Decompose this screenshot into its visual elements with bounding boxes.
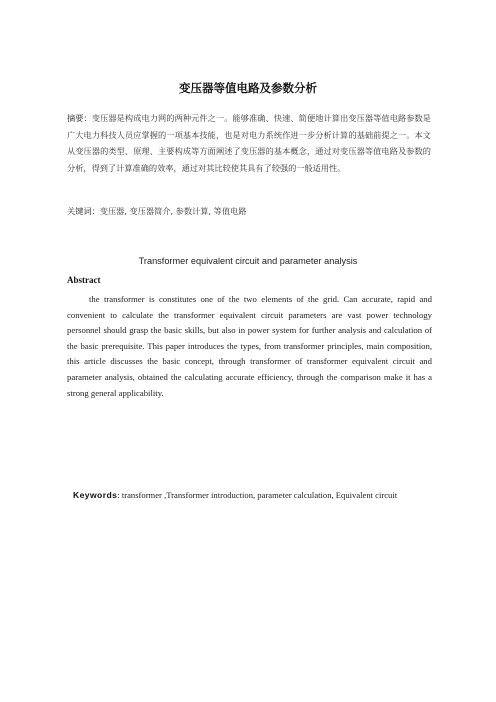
chinese-abstract (67, 110, 431, 176)
english-title: Transformer equivalent circuit and parameter analysis (138, 256, 358, 266)
english-abstract-heading: Abstract (67, 275, 101, 285)
chinese-keywords (67, 205, 431, 217)
english-keywords-text: transformer ,Transformer introduction, parameter calculation, Equivalent circuit (121, 490, 398, 500)
english-keywords-separator: : (117, 490, 120, 500)
chinese-keywords-label: 关键词： (67, 206, 100, 216)
chinese-abstract-text: 变压器是构成电力网的两种元件之一。能够准确、快速、简便地计算出变压器等值电路参数是广大电力科技人员应掌握的一项基本技能，也是对电力系统作进一步分析计算的基础前提之一。本文从变压器的类型、原理、主要构成等方面阐述了变压器的基本概念，通过对变压器等值电路及参数的分析，得到了计算准确的效率，通过对其比较使其具有了较强的一般适用性。 (67, 113, 431, 173)
chinese-abstract-label: 摘要： (67, 113, 92, 123)
chinese-title: 变压器等值电路及参数分析 (179, 81, 317, 95)
english-abstract-text: the transformer is constitutes one of the two elements of the grid. Can accurate, rapid and convenient to calculate the transformer equivalent circuit parameters are vast power technology personnel should grasp the basic skills, but also in power system for further analysis and calculation of the basic prerequisite. This paper introduces the types, from transformer principles, main composition, this article discusses the basic concept, through transformer of transformer equivalent circuit and parameter analysis, obtained the calculating accurate efficiency, through the comparison make it has a strong general applicability. (67, 294, 432, 398)
english-keywords-label: Keywords (73, 490, 118, 500)
chinese-keywords-text: 变压器, 变压器简介, 参数计算, 等值电路 (99, 206, 247, 216)
english-keywords (73, 490, 453, 500)
